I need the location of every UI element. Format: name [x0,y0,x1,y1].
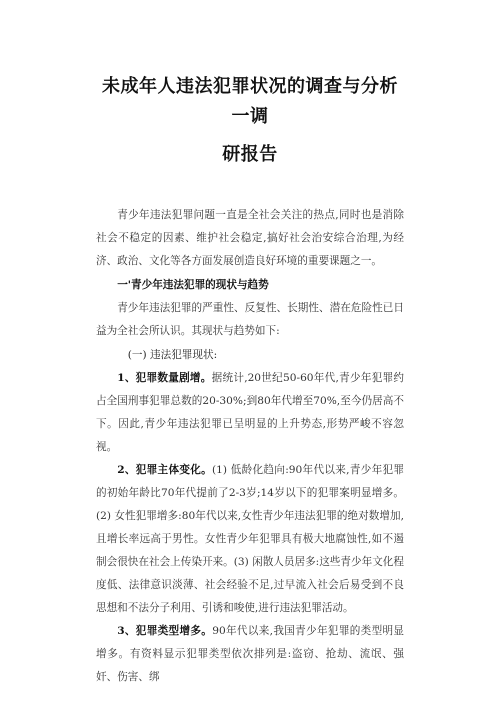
item-2-text: (1) 低龄化趋向:90年代以来,青少年犯罪的初始年龄比70年代提前了2-3岁;14岁以下的犯罪案明显增多。(2) 女性犯罪增多:80年代以来,女性青少年违法犯罪的绝对数增加,且增长率远高于男性。女性青少年犯罪具有极大地腐蚀性,如不遏制会很快在社会上传染开来。(3) 闲散人员居多:这些青少年文化程度低、法律意识淡薄、社会经验不足,过早流入社会后易受到不良思想和不法分子利用、引诱和唆使,进行违法犯罪活动。 [96,464,404,614]
item-1-lead: 1、犯罪数量剧增。 [117,372,212,384]
item-1-text: 据统计,20世纪50-60年代,青少年犯罪约占全国刑事犯罪总数的20-30%;到80年代增至70%,至今仍居高不下。因此,青少年违法犯罪已呈明显的上升势态,形势严峻不容忽视。 [96,372,404,453]
title-line-2: 研报告 [222,144,278,165]
item-paragraph-2 [96,459,404,620]
item-paragraph-3 [96,620,404,689]
section-1-intro: 青少年违法犯罪的严重性、反复性、长期性、潜在危险性已日益为全社会所认识。其现状与趋势如下: [96,302,404,337]
section-heading-1: 一'青少年违法犯罪的现状与趋势 [117,279,269,291]
subsection-heading-1: (一) 违法犯罪现状: [127,349,218,361]
item-paragraph-1 [96,367,404,459]
document-title [96,0,404,170]
intro-paragraph: 青少年违法犯罪问题一直是全社会关注的热点,同时也是消除社会不稳定的因素、维护社会稳定,搞好社会治安综合治理,为经济、政治、文化等各方面发展创造良好环境的重要课题之一。 [96,209,404,267]
document-body [96,204,404,689]
title-line-1: 未成年人违法犯罪状况的调查与分析一调 [102,76,398,127]
item-2-lead: 2、犯罪主体变化。 [117,464,213,476]
item-3-text: 90年代以来,我国青少年犯罪的类型明显增多。有资料显示犯罪类型依次排列是:盗窃、抢劫、流氓、强奸、伤害、绑 [96,625,404,683]
item-3-lead: 3、犯罪类型增多。 [117,625,213,637]
